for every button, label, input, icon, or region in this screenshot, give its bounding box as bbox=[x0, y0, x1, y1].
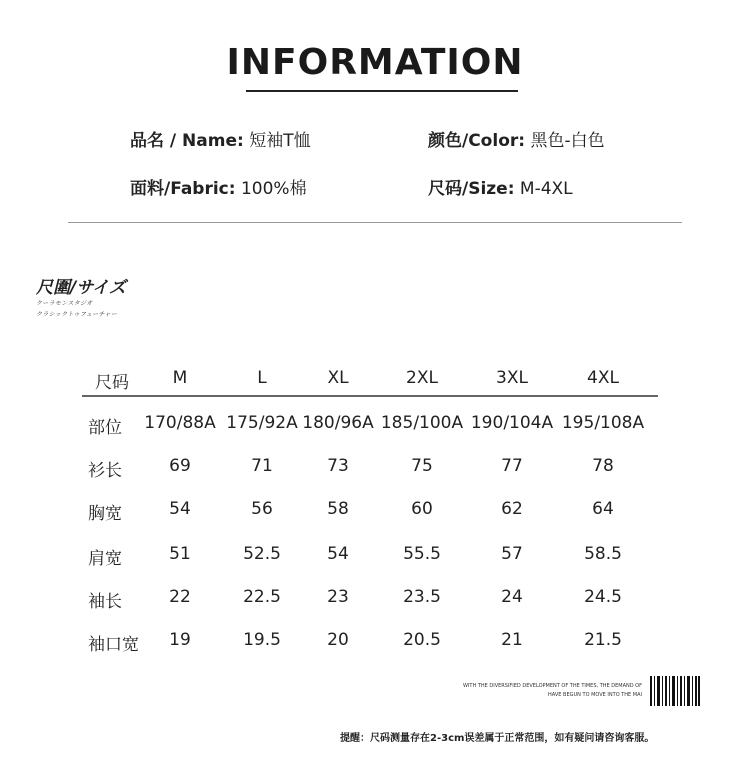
footer-small-line1: WITH THE DIVERSIFIED DEVELOPMENT OF THE TIMES, THE DEMAND OF bbox=[463, 683, 642, 689]
table-cell: 175/92A bbox=[226, 413, 298, 433]
table-cell: 51 bbox=[169, 544, 191, 564]
table-cell: 19 bbox=[169, 630, 191, 650]
fabric-value: 100%棉 bbox=[240, 179, 307, 199]
measurement-note: 提醒：尺码测量存在2-3cm误差属于正常范围，如有疑问请咨询客服。 bbox=[340, 733, 655, 744]
size-header: M bbox=[172, 368, 188, 388]
table-cell: 20.5 bbox=[403, 630, 441, 650]
table-cell: 69 bbox=[169, 456, 191, 476]
table-cell: 62 bbox=[501, 499, 523, 519]
table-cell: 180/96A bbox=[302, 413, 374, 433]
table-cell: 23 bbox=[327, 587, 349, 607]
size-header: 2XL bbox=[406, 368, 438, 388]
size-section-heading: 尺圍/サイズ bbox=[36, 278, 126, 298]
table-cell: 52.5 bbox=[243, 544, 281, 564]
size-header: 4XL bbox=[587, 368, 619, 388]
name-value: 短袖T恤 bbox=[249, 131, 311, 151]
table-cell: 71 bbox=[251, 456, 273, 476]
table-cell: 195/108A bbox=[561, 413, 645, 433]
table-cell: 21.5 bbox=[584, 630, 622, 650]
table-cell: 24.5 bbox=[584, 587, 622, 607]
table-cell: 22 bbox=[169, 587, 191, 607]
table-cell: 56 bbox=[251, 499, 273, 519]
table-cell: 58.5 bbox=[584, 544, 622, 564]
table-cell: 21 bbox=[501, 630, 523, 650]
table-cell: 58 bbox=[327, 499, 349, 519]
size-section-sub1: クーラモンスタジオ bbox=[36, 300, 93, 307]
page-title: INFORMATION bbox=[226, 42, 524, 83]
table-cell: 54 bbox=[327, 544, 349, 564]
table-cell: 54 bbox=[169, 499, 191, 519]
size-label: 尺码/Size: bbox=[428, 179, 515, 199]
table-cell: 57 bbox=[501, 544, 523, 564]
size-value: M-4XL bbox=[519, 179, 573, 199]
table-cell: 20 bbox=[327, 630, 349, 650]
row-label: 衫长 bbox=[88, 461, 122, 481]
table-cell: 73 bbox=[327, 456, 349, 476]
table-cell: 19.5 bbox=[243, 630, 281, 650]
color-value: 黑色-白色 bbox=[530, 131, 605, 151]
table-cell: 75 bbox=[411, 456, 433, 476]
name-label: 品名 / Name: bbox=[130, 131, 244, 151]
row-label: 袖口宽 bbox=[88, 635, 139, 655]
barcode-icon bbox=[650, 676, 700, 706]
footer-small-line2: HAVE BEGUN TO MOVE INTO THE MAI bbox=[548, 692, 642, 698]
fabric-label: 面料/Fabric: bbox=[130, 179, 236, 199]
table-cell: 77 bbox=[501, 456, 523, 476]
row-label: 部位 bbox=[88, 418, 122, 438]
table-corner-label: 尺码 bbox=[95, 373, 129, 393]
table-cell: 170/88A bbox=[144, 413, 216, 433]
table-cell: 64 bbox=[592, 499, 614, 519]
row-label: 袖长 bbox=[88, 592, 122, 612]
table-cell: 60 bbox=[411, 499, 433, 519]
row-label: 肩宽 bbox=[88, 549, 122, 569]
table-cell: 22.5 bbox=[243, 587, 281, 607]
table-cell: 78 bbox=[592, 456, 614, 476]
table-header-line bbox=[82, 395, 658, 397]
row-label: 胸宽 bbox=[88, 504, 122, 524]
size-header: 3XL bbox=[496, 368, 528, 388]
size-header: L bbox=[257, 368, 267, 388]
table-cell: 23.5 bbox=[403, 587, 441, 607]
size-header: XL bbox=[327, 368, 349, 388]
color-label: 颜色/Color: bbox=[428, 131, 526, 151]
table-cell: 24 bbox=[501, 587, 523, 607]
table-cell: 55.5 bbox=[403, 544, 441, 564]
table-cell: 190/104A bbox=[470, 413, 554, 433]
table-cell: 185/100A bbox=[380, 413, 464, 433]
size-section-sub2: クラシックトゥフューチャー bbox=[36, 311, 118, 318]
